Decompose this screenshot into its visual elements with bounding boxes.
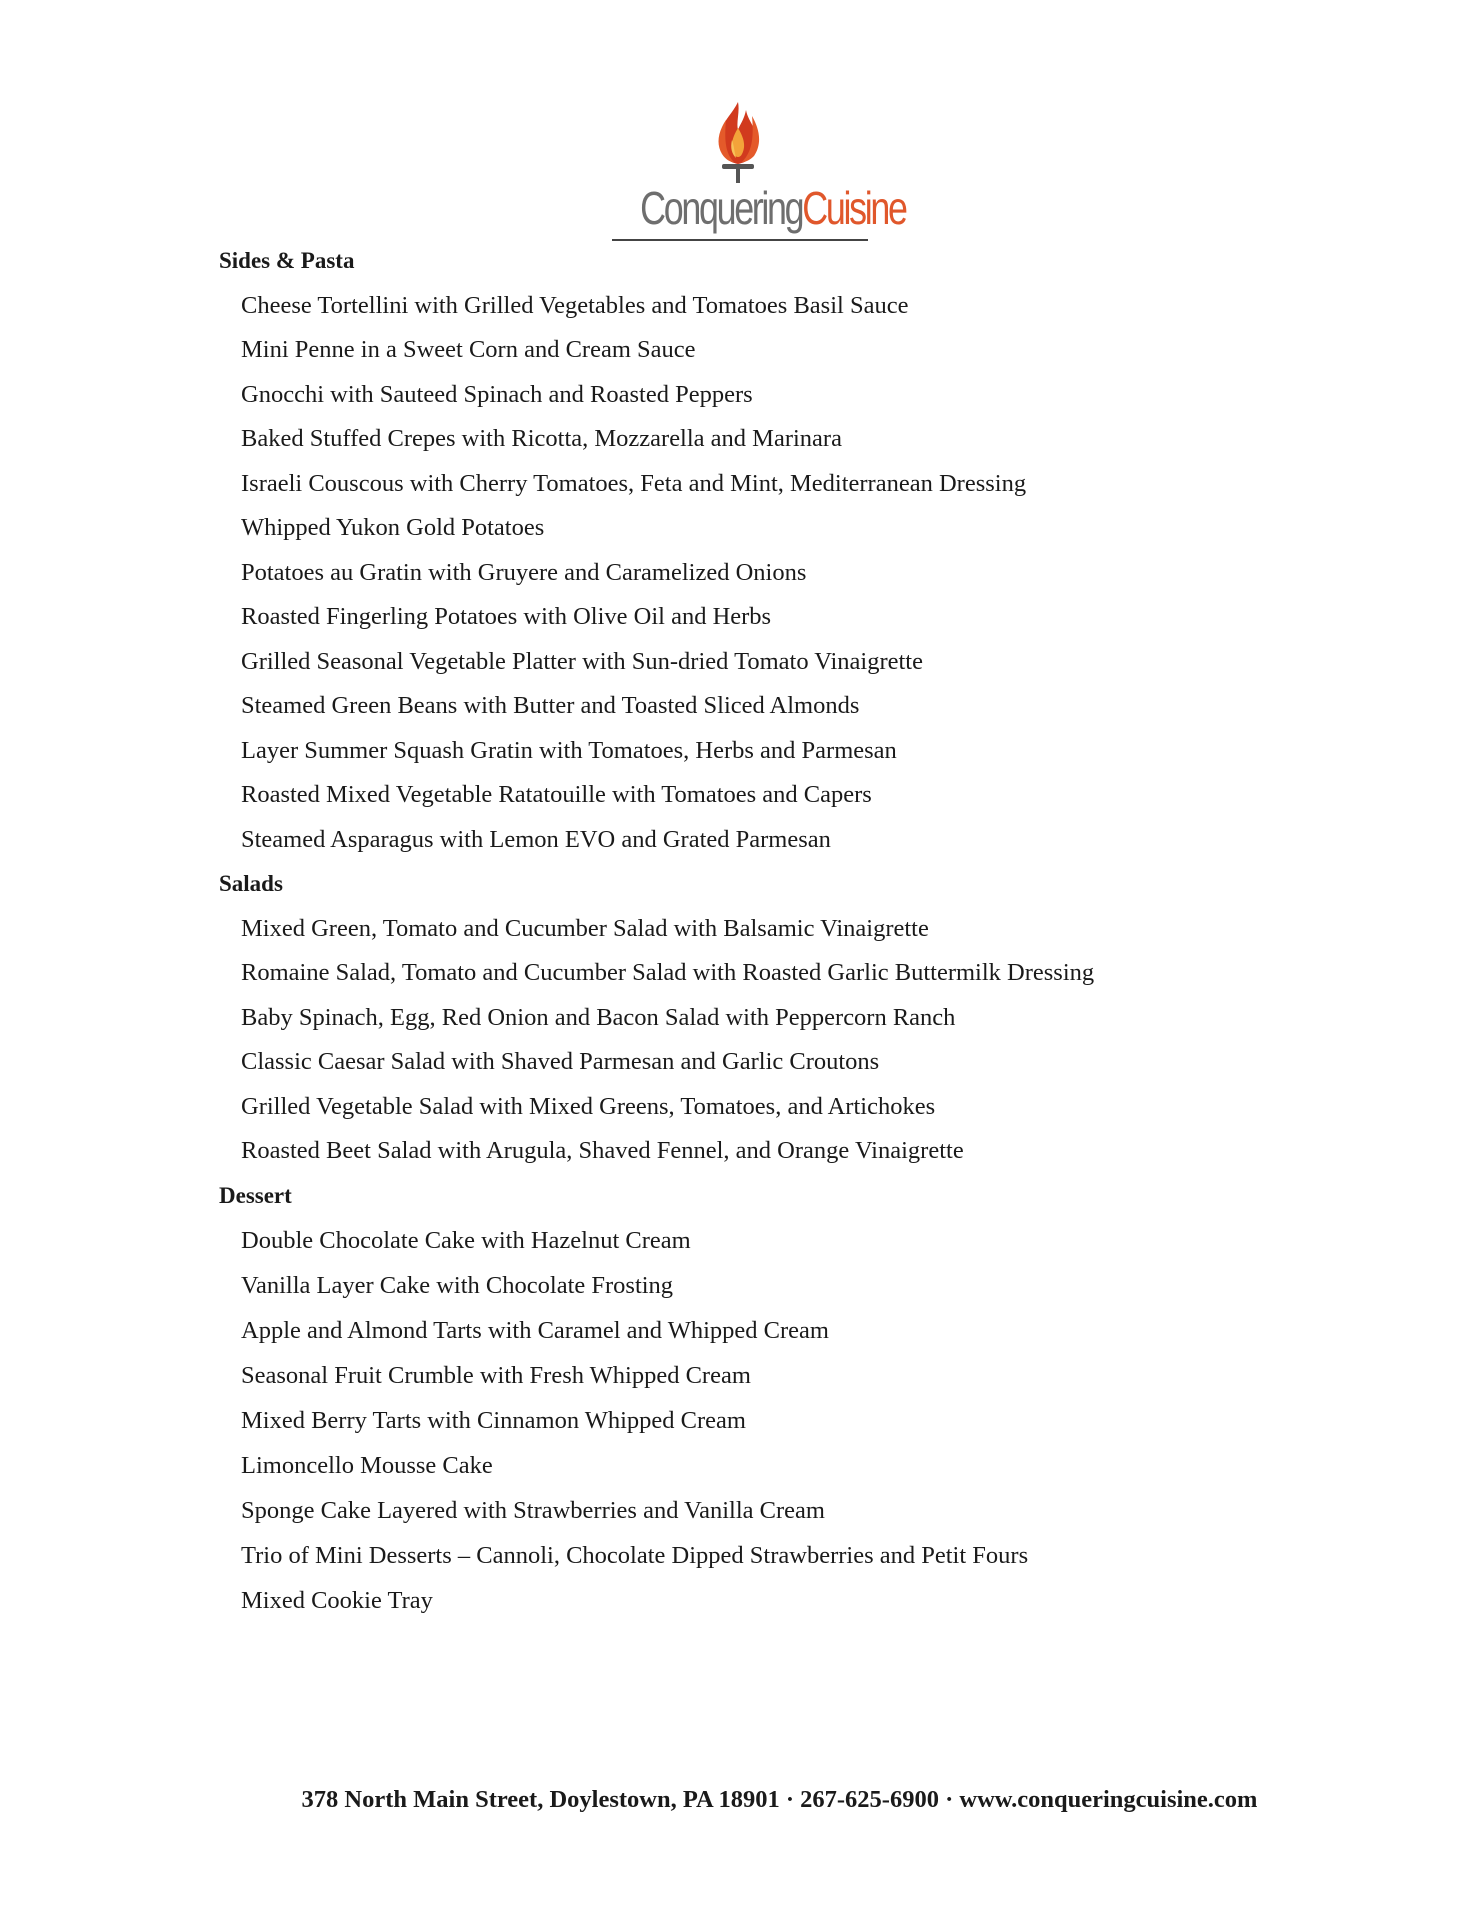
menu-item: Israeli Couscous with Cherry Tomatoes, Feta and Mint, Mediterranean Dressing (241, 469, 1027, 497)
section-heading: Dessert (219, 1182, 292, 1208)
menu-item: Roasted Fingerling Potatoes with Olive Oil and Herbs (241, 603, 772, 630)
menu-content (219, 239, 1419, 1623)
section-heading: Sides & Pasta (219, 248, 355, 273)
menu-item: Steamed Green Beans with Butter and Toasted Sliced Almonds (241, 692, 860, 719)
menu-item: Mini Penne in a Sweet Corn and Cream Sauce (241, 336, 696, 363)
menu-item: Grilled Seasonal Vegetable Platter with Sun-dried Tomato Vinaigrette (241, 647, 923, 675)
section-dessert (219, 1174, 1419, 1624)
footer-separator: · (938, 1786, 960, 1813)
section-heading: Salads (219, 871, 283, 896)
section-sides-pasta (219, 239, 1419, 862)
menu-item: Mixed Cookie Tray (241, 1587, 433, 1614)
menu-item: Roasted Beet Salad with Arugula, Shaved Fennel, and Orange Vinaigrette (241, 1137, 964, 1164)
menu-item: Limoncello Mousse Cake (241, 1452, 493, 1479)
menu-item: Seasonal Fruit Crumble with Fresh Whipped Cream (241, 1362, 751, 1389)
menu-item: Sponge Cake Layered with Strawberries and Vanilla Cream (241, 1497, 825, 1524)
menu-item: Mixed Berry Tarts with Cinnamon Whipped Cream (241, 1407, 746, 1434)
menu-item: Grilled Vegetable Salad with Mixed Greens, Tomatoes, and Artichokes (241, 1092, 936, 1120)
menu-item: Gnocchi with Sauteed Spinach and Roasted Peppers (241, 380, 753, 408)
brand-name (640, 178, 906, 238)
menu-item: Romaine Salad, Tomato and Cucumber Salad with Roasted Garlic Buttermilk Dressing (241, 959, 1095, 986)
company-logo (612, 100, 906, 240)
menu-item: Trio of Mini Desserts – Cannoli, Chocolate Dipped Strawberries and Petit Fours (241, 1542, 1029, 1569)
menu-item: Apple and Almond Tarts with Caramel and Whipped Cream (241, 1317, 829, 1344)
brand-name-second: Cuisine (802, 182, 906, 234)
menu-item: Whipped Yukon Gold Potatoes (241, 514, 545, 541)
menu-item: Classic Caesar Salad with Shaved Parmesan and Garlic Croutons (241, 1048, 880, 1075)
menu-item: Steamed Asparagus with Lemon EVO and Grated Parmesan (241, 825, 831, 853)
footer-address: 378 North Main Street, Doylestown, PA 18901 (301, 1786, 780, 1813)
menu-item: Baked Stuffed Crepes with Ricotta, Mozzarella and Marinara (241, 425, 842, 452)
footer-phone: 267-625-6900 (800, 1786, 939, 1813)
menu-item: Potatoes au Gratin with Gruyere and Caramelized Onions (241, 558, 807, 586)
footer-separator: · (779, 1786, 801, 1813)
flame-icon (708, 100, 768, 190)
section-salads (219, 862, 1419, 1174)
menu-item: Baby Spinach, Egg, Red Onion and Bacon Salad with Peppercorn Ranch (241, 1003, 956, 1031)
menu-item: Mixed Green, Tomato and Cucumber Salad with Balsamic Vinaigrette (241, 914, 929, 942)
footer-contact (0, 1780, 1484, 1820)
menu-item: Cheese Tortellini with Grilled Vegetables and Tomatoes Basil Sauce (241, 291, 909, 319)
menu-item: Layer Summer Squash Gratin with Tomatoes, Herbs and Parmesan (241, 736, 897, 764)
brand-name-first: Conquering (640, 182, 803, 234)
footer-website-link[interactable]: www.conqueringcuisine.com (959, 1786, 1258, 1813)
menu-item: Roasted Mixed Vegetable Ratatouille with Tomatoes and Capers (241, 781, 872, 808)
menu-item: Double Chocolate Cake with Hazelnut Cream (241, 1227, 691, 1254)
menu-item: Vanilla Layer Cake with Chocolate Frosting (241, 1272, 674, 1299)
